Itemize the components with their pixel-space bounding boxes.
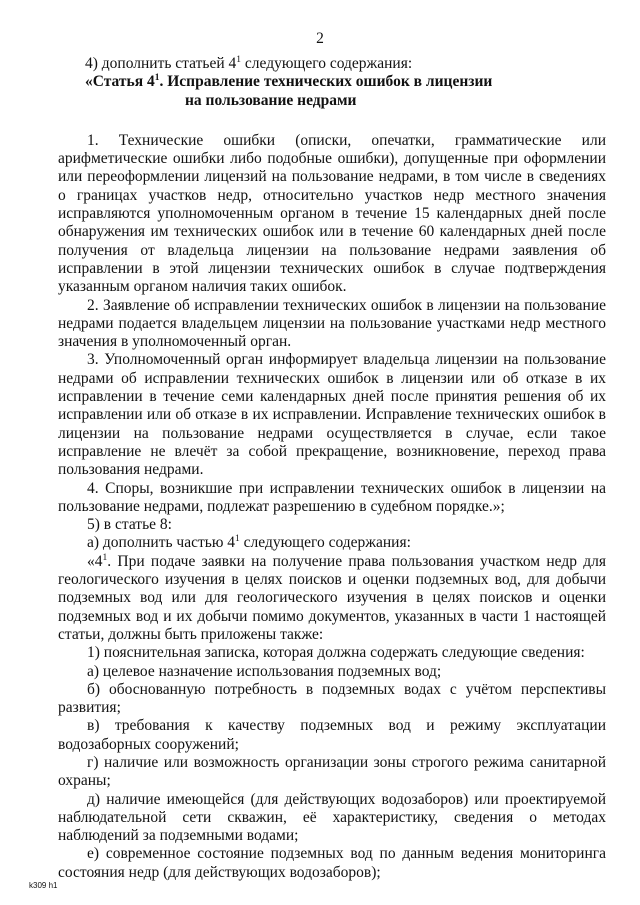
list-item: д) наличие имеющейся (для действующих водозаборов) или проектируемой наблюдательной сети скважин, её характеристику, сведения о методах наблюдений за подземными водами; xyxy=(58,790,606,845)
list-item: е) современное состояние подземных вод по данным ведения мониторинга состояния недр (для действующих водозаборов); xyxy=(58,845,606,881)
paragraph-1: 1. Технические ошибки (описки, опечатки, грамматические или арифметические ошибки либо подобные ошибки), допущенные при оформлении или переоформлении лицензий на пользование недрами, в том числе в сведениях о границах участков недр, относительно участков недр местного значения исправляются уполномоченным органом в течение 15 календарных дней после обнаружения им технических ошибок или в течение 60 календарных дней после получения от владельца лицензии на пользование недрами заявления об исправлении в этой лицензии технических ошибок в случае подтверждения указанным органом наличия таких ошибок. xyxy=(58,131,606,296)
list-item: г) наличие или возможность организации зоны строгого режима санитарной охраны; xyxy=(58,753,606,790)
paragraph-5: 5) в статье 8: xyxy=(87,516,172,534)
paragraph-4: 4. Споры, возникшие при исправлении технических ошибок в лицензии на пользование недрами, подлежат разрешению в судебном порядке.»; xyxy=(58,479,606,515)
part-4-1: «$4^1$. При подаче заявки на получение права пользования участком недр для геологического изучения в целях поисков и оценки подземных вод, для добычи подземных вод или для геологического изучения в целях поисков и оценки подземных вод и их добычи помимо документов, указанных в части 1 настоящей статьи, должны быть приложены также: xyxy=(58,552,606,643)
footer-code: k309 h1 xyxy=(29,881,58,890)
intro-line: 4) дополнить статьей $4^1$ следующего содержания: xyxy=(85,54,413,72)
list-item: а) целевое назначение использования подземных вод; xyxy=(87,662,442,680)
spacer xyxy=(58,110,606,132)
item-a: а) дополнить частью $4^1$ следующего содержания: xyxy=(87,534,411,552)
list-item: б) обоснованную потребность в подземных водах с учётом перспективы развития; xyxy=(58,680,606,717)
paragraph-3: 3. Уполномоченный орган информирует владельца лицензии на пользование недрами об исправлении технических ошибок в лицензии или об отказе в их исправлении в течение семи календарных дней после принятия решения об их исправлении или об отказе в их исправлении. Исправление технических ошибок в лицензии на пользование недрами осуществляется в случае, если такое исправление не влечёт за собой прекращение, возникновение, переход права пользования недрами. xyxy=(58,351,606,479)
article-heading-line2: на пользование недрами xyxy=(185,91,357,109)
page-number: 2 xyxy=(316,30,324,47)
list-item: в) требования к качеству подземных вод и режиму эксплуатации водозаборных сооружений; xyxy=(58,717,606,753)
document-body xyxy=(58,55,606,882)
list-item: 1) пояснительная записка, которая должна содержать следующие сведения: xyxy=(87,644,585,662)
article-heading: «Статья $4^1$. Исправление технических ошибок в лицензии на пользование недрами xyxy=(58,73,606,110)
paragraph-2: 2. Заявление об исправлении технических ошибок в лицензии на пользование недрами подается владельцем лицензии на пользование участками недр местного значения в уполномоченный орган. xyxy=(58,296,606,351)
